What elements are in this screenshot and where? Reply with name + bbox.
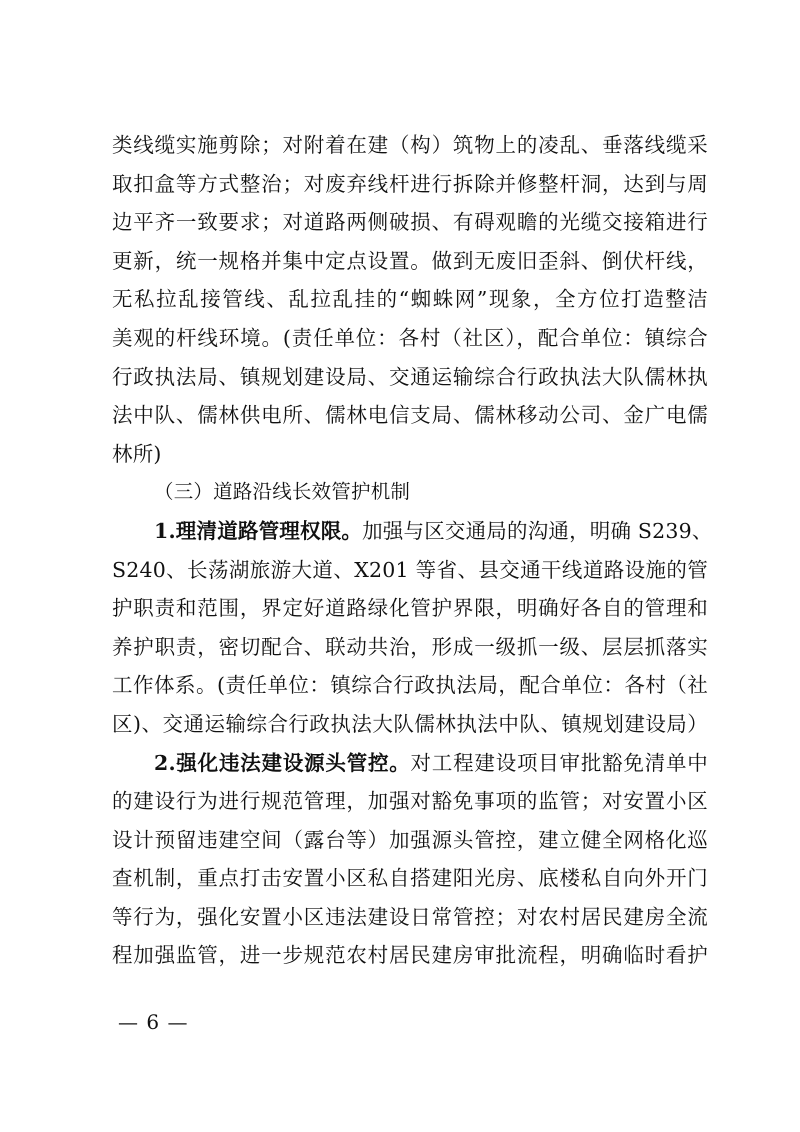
item1-first-line	[112, 512, 713, 551]
text-line: 边平齐一致要求；对道路两侧破损、有碍观瞻的光缆交接箱进行	[112, 210, 708, 235]
text-line: 取扣盒等方式整治；对废弃线杆进行拆除并修整杆洞，达到与周	[112, 171, 708, 196]
item1-heading: 1.理清道路管理权限。	[154, 518, 363, 543]
text-line: 行政执法局、镇规划建设局、交通运输综合行政执法大队儒林执	[112, 364, 708, 389]
section-heading: （三）道路沿线长效管护机制	[154, 480, 411, 504]
text-line: 等行为，强化安置小区违法建设日常管控；对农村居民建房全流	[112, 904, 708, 929]
document-body	[112, 126, 713, 975]
text-line: S240、长荡湖旅游大道、X201 等省、县交通干线道路设施的管	[112, 557, 708, 582]
text-line: 更新，统一规格并集中定点设置。做到无废旧歪斜、倒伏杆线，	[112, 248, 708, 273]
text-line: 法中队、儒林供电所、儒林电信支局、儒林移动公司、金广电儒	[112, 403, 708, 428]
text-line: 类线缆实施剪除；对附着在建（构）筑物上的凌乱、垂落线缆采	[112, 133, 708, 157]
item2-first-line-text: 对工程建设项目审批豁免清单中	[410, 750, 708, 775]
text-line: 美观的杆线环境。(责任单位：各村（社区），配合单位：镇综合	[112, 325, 708, 350]
text-line: 林所)	[112, 441, 162, 466]
page-number: — 6 —	[118, 1010, 189, 1034]
item2-first-line	[112, 744, 708, 783]
text-line: 的建设行为进行规范管理，加强对豁免事项的监管；对安置小区	[112, 789, 708, 814]
text-line: 护职责和范围，界定好道路绿化管护界限，明确好各自的管理和	[112, 596, 708, 621]
item1-first-line-text: 加强与区交通局的沟通，明确 S239、	[362, 518, 713, 543]
text-line: 工作体系。(责任单位：镇综合行政执法局，配合单位：各村（社	[112, 673, 708, 698]
text-line: 无私拉乱接管线、乱拉乱挂的“蜘蛛网”现象，全方位打造整洁	[112, 287, 708, 312]
item2-heading: 2.强化违法建设源头管控。	[154, 750, 411, 775]
text-line: 设计预留违建空间（露台等）加强源头管控，建立健全网格化巡	[112, 827, 708, 852]
text-line: 养护职责，密切配合、联动共治，形成一级抓一级、层层抓落实	[112, 634, 708, 659]
text-line: 区)、交通运输综合行政执法大队儒林执法中队、镇规划建设局）	[112, 711, 708, 736]
text-line: 程加强监管，进一步规范农村居民建房审批流程，明确临时看护	[112, 943, 708, 968]
text-line: 查机制，重点打击安置小区私自搭建阳光房、底楼私自向外开门	[112, 866, 708, 891]
